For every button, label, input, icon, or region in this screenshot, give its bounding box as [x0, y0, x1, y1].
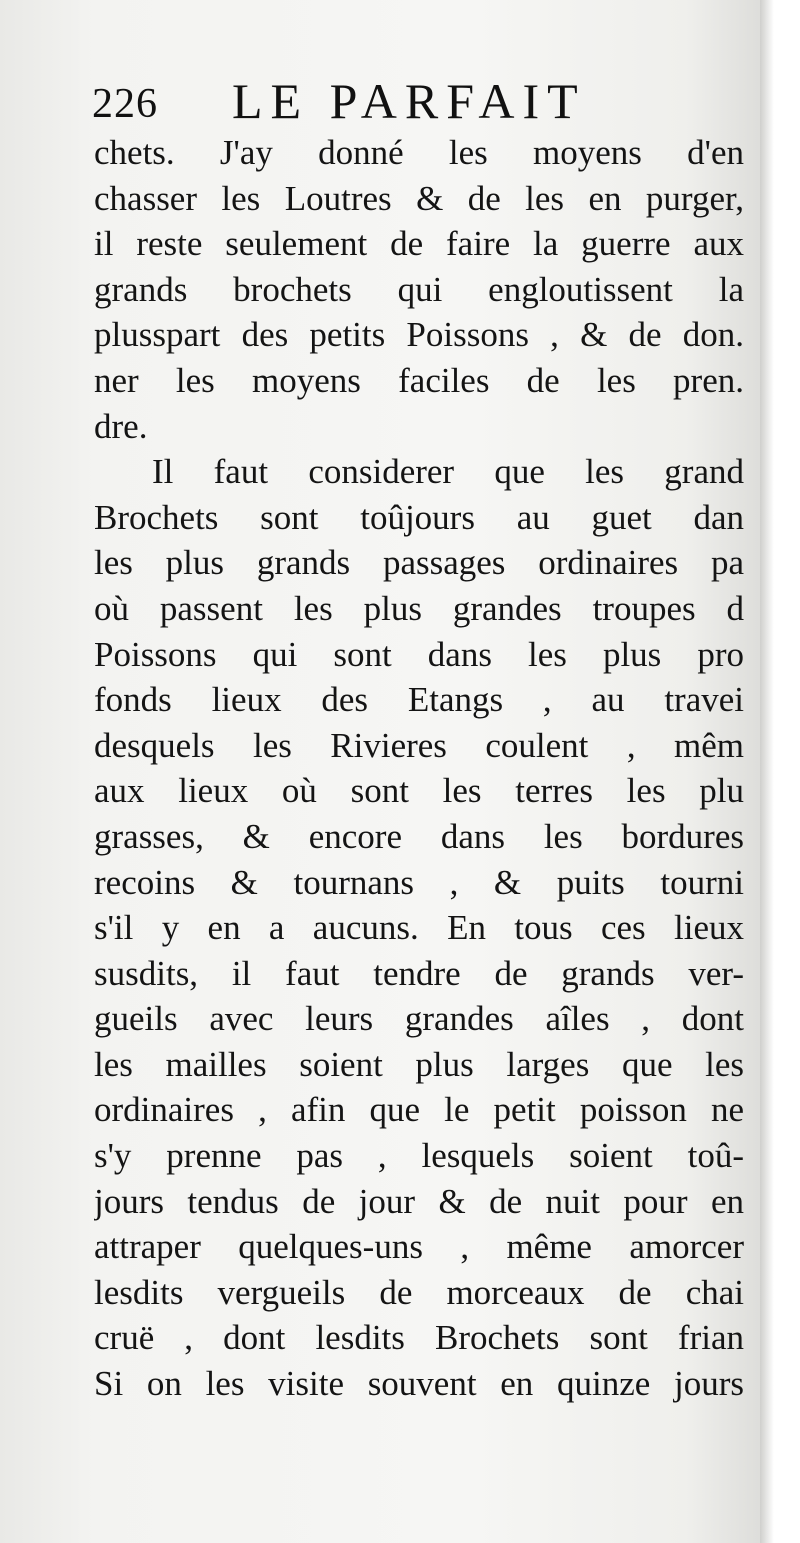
text-line: s'il y en a aucuns. En tous ces lieux	[94, 908, 744, 948]
text-line: Brochets sont toûjours au guet dan	[94, 497, 744, 537]
text-line: fonds lieux des Etangs , au travei	[94, 680, 744, 720]
page-header	[92, 70, 732, 130]
text-line: gueils avec leurs grandes aîles , dont	[94, 999, 744, 1039]
page-edge-shadow	[760, 0, 780, 1543]
text-line: chets. J'ay donné les moyens d'en	[94, 133, 744, 172]
text-line: les mailles soient plus larges que les	[94, 1044, 744, 1084]
text-line: les plus grands passages ordinaires pa	[94, 543, 744, 583]
text-line: Il faut considerer que les grand	[152, 452, 744, 492]
text-line: où passent les plus grandes troupes d	[94, 588, 744, 628]
text-line: dre.	[94, 406, 148, 446]
page-number: 226	[92, 81, 158, 127]
text-line: Poissons qui sont dans les plus pro	[94, 634, 744, 674]
text-line: Si on les visite souvent en quinze jours	[94, 1364, 744, 1404]
text-line: ner les moyens faciles de les pren.	[94, 360, 744, 400]
text-line: s'y prenne pas , lesquels soient toû-	[94, 1136, 744, 1176]
text-line: desquels les Rivieres coulent , mêm	[94, 725, 744, 765]
text-line: plusspart des petits Poissons , & de don.	[94, 315, 744, 355]
text-line: recoins & tournans , & puits tourni	[94, 862, 744, 902]
text-line: jours tendus de jour & de nuit pour en	[94, 1181, 744, 1221]
text-line: grasses, & encore dans les bordures	[94, 816, 744, 856]
text-line: cruë , dont lesdits Brochets sont frian	[94, 1318, 744, 1358]
text-line: chasser les Loutres & de les en purger,	[94, 178, 744, 218]
paragraph-1	[94, 130, 744, 449]
body-text	[94, 130, 744, 1407]
text-line: aux lieux où sont les terres les plu	[94, 771, 744, 811]
text-line: il reste seulement de faire la guerre aux	[94, 224, 744, 264]
text-line: grands brochets qui engloutissent la	[94, 269, 744, 309]
text-line: attraper quelques-uns , même amorcer	[94, 1227, 744, 1267]
text-line: susdits, il faut tendre de grands ver-	[94, 953, 744, 993]
text-line: lesdits vergueils de morceaux de chai	[94, 1272, 744, 1312]
running-title: LE PARFAIT	[232, 73, 586, 129]
paragraph-2	[94, 449, 744, 1406]
text-line: ordinaires , afin que le petit poisson ne	[94, 1090, 744, 1130]
